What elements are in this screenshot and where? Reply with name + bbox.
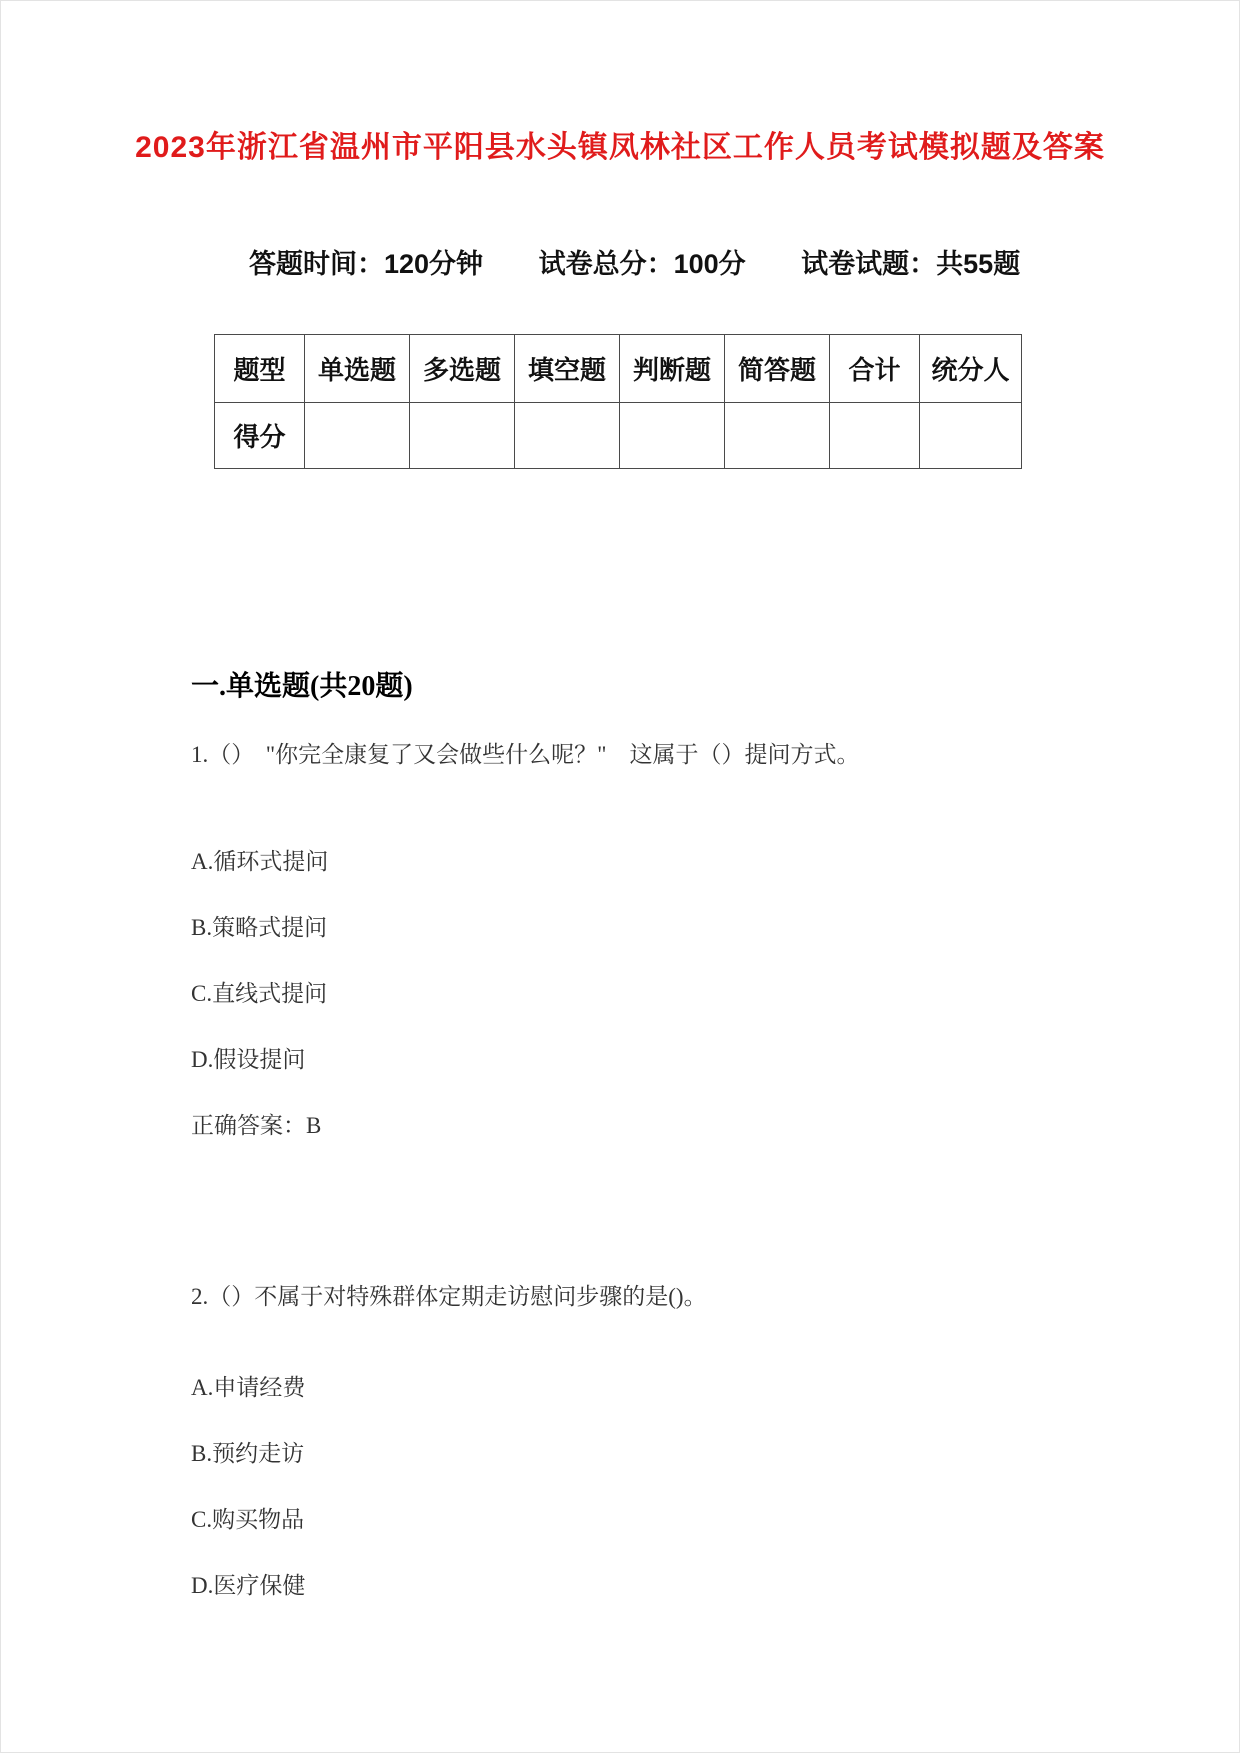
question-2-option-d: D.医疗保健 — [191, 1573, 306, 1598]
score-cell-empty — [920, 403, 1022, 469]
score-table-header-single-choice: 单选题 — [305, 335, 410, 403]
question-2-option-a: A.申请经费 — [191, 1375, 306, 1400]
question-1-option-c: C.直线式提问 — [191, 981, 328, 1006]
question-1-option-b: B.策略式提问 — [191, 915, 328, 940]
question-1-option-d: D.假设提问 — [191, 1047, 306, 1072]
section-title: 一.单选题(共20题) — [191, 671, 413, 702]
score-cell-empty — [830, 403, 920, 469]
score-table-header-multi-choice: 多选题 — [410, 335, 515, 403]
score-cell-empty — [620, 403, 725, 469]
score-table-header-true-false: 判断题 — [620, 335, 725, 403]
score-table-header-row — [215, 335, 1022, 403]
question-2-text: 2.（）不属于对特殊群体定期走访慰问步骤的是()。 — [191, 1284, 707, 1309]
score-row-label: 得分 — [215, 403, 305, 469]
question-2-option-b: B.预约走访 — [191, 1441, 305, 1466]
question-2 — [1, 1282, 1239, 1600]
score-table — [214, 334, 1022, 469]
question-1-correct-answer: 正确答案：B — [191, 1113, 322, 1138]
score-table-header-total: 合计 — [830, 335, 920, 403]
question-1 — [1, 740, 1239, 1140]
score-table-score-row — [215, 403, 1022, 469]
document-title: 2023年浙江省温州市平阳县水头镇凤林社区工作人员考试模拟题及答案 — [135, 131, 1105, 164]
question-1-text: 1.（） "你完全康复了又会做些什么呢？" 这属于（）提问方式。 — [191, 742, 860, 767]
question-1-option-a: A.循环式提问 — [191, 849, 329, 874]
exam-total-score: 试卷总分：100分 — [538, 249, 746, 279]
score-table-header-scorer: 统分人 — [920, 335, 1022, 403]
score-cell-empty — [305, 403, 410, 469]
score-table-header-short-answer: 简答题 — [725, 335, 830, 403]
score-cell-empty — [515, 403, 620, 469]
score-cell-empty — [725, 403, 830, 469]
score-table-header-fill-blank: 填空题 — [515, 335, 620, 403]
exam-meta-line — [1, 247, 1239, 281]
question-2-option-c: C.购买物品 — [191, 1507, 305, 1532]
score-cell-empty — [410, 403, 515, 469]
exam-duration: 答题时间：120分钟 — [249, 249, 484, 279]
exam-total-questions: 试卷试题：共55题 — [801, 249, 1021, 279]
score-table-header-type: 题型 — [215, 335, 305, 403]
